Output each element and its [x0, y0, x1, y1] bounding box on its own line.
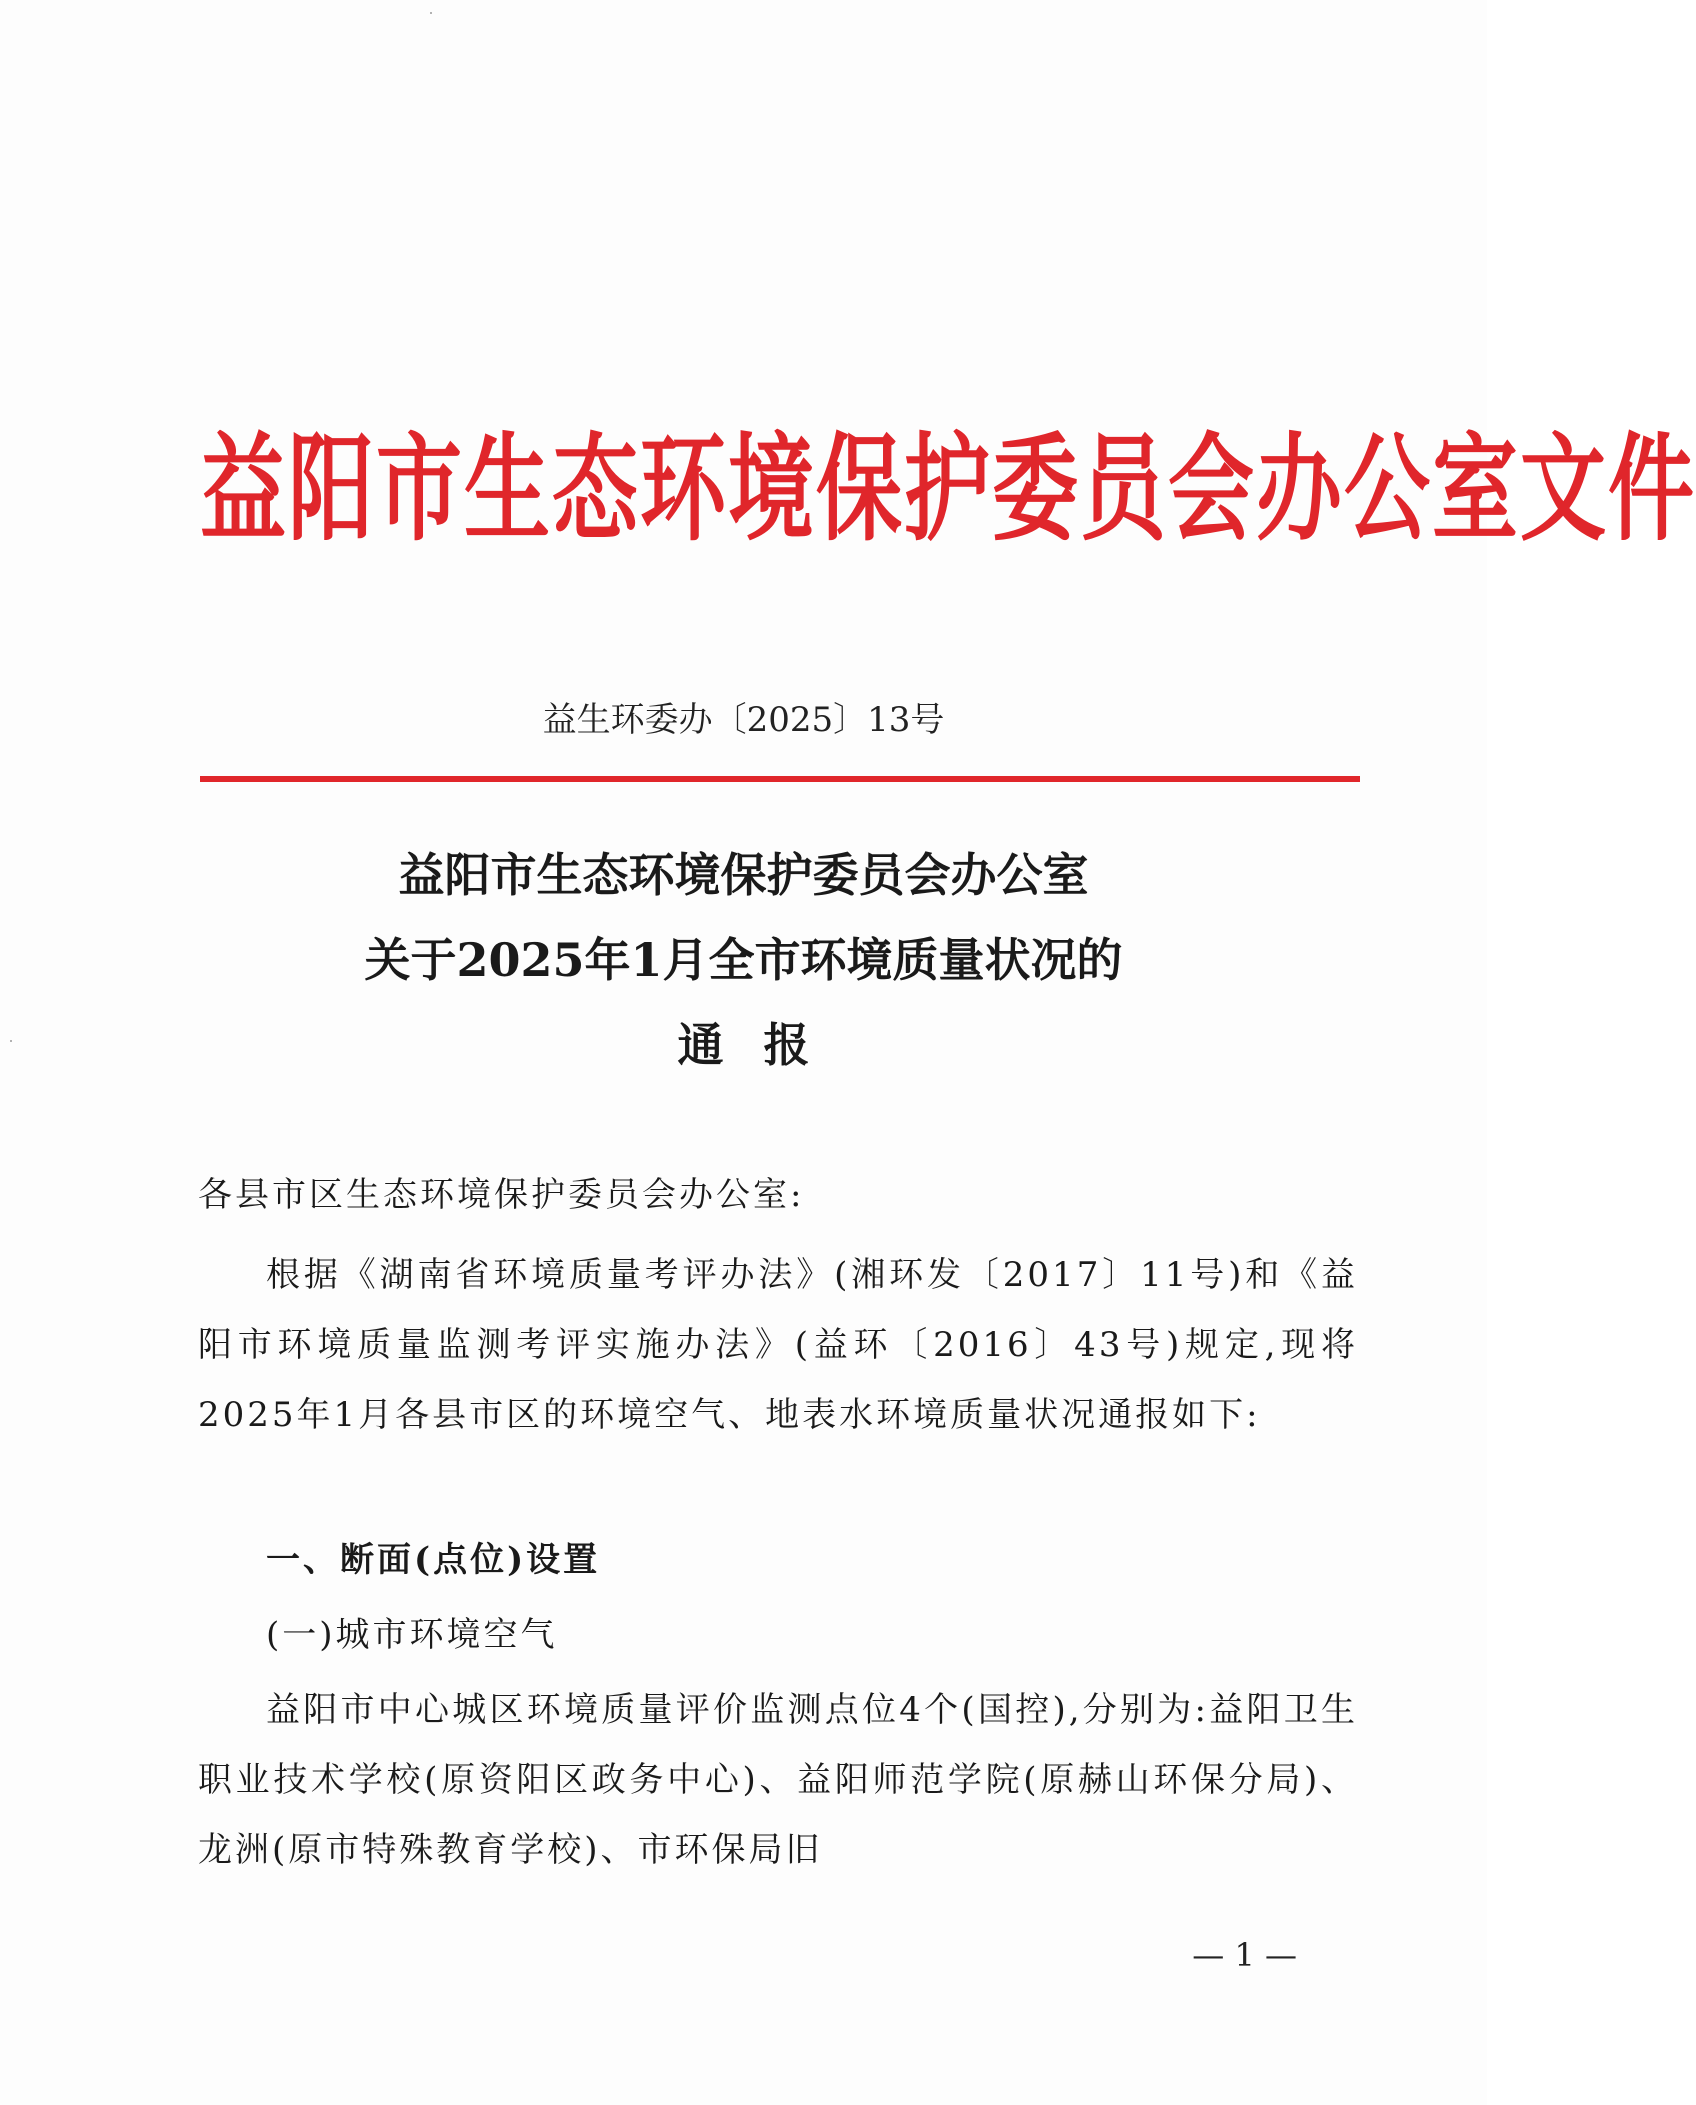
red-separator-line — [200, 776, 1360, 782]
document-number: 益生环委办〔2025〕13号 — [542, 700, 945, 740]
title-line-1: 益阳市生态环境保护委员会办公室 — [398, 848, 1089, 902]
section-heading: 一、断面(点位)设置 — [266, 1540, 601, 1580]
salutation: 各县市区生态环境保护委员会办公室: — [198, 1175, 805, 1215]
scan-artifact — [430, 12, 432, 14]
page-number: — 1 — — [1192, 1936, 1297, 1974]
title-line-3: 通报 — [677, 1018, 850, 1072]
intro-paragraph: 根据《湖南省环境质量考评办法》(湘环发〔2017〕11号)和《益阳市环境质量监测考评实施办法》(益环〔2016〕43号)规定,现将2025年1月各县市区的环境空气、地表水环境质量状况通报如下: — [198, 1255, 1358, 1435]
title-line-2: 关于2025年1月全市环境质量状况的 — [364, 933, 1123, 987]
section-paragraph: 益阳市中心城区环境质量评价监测点位4个(国控),分别为:益阳卫生职业技术学校(原资阳区政务中心)、益阳师范学院(原赫山环保分局)、龙洲(原市特殊教育学校)、市环保局旧 — [198, 1690, 1358, 1870]
subsection-heading: (一)城市环境空气 — [266, 1615, 558, 1655]
document-masthead: 益阳市生态环境保护委员会办公室文件 — [200, 422, 1696, 558]
